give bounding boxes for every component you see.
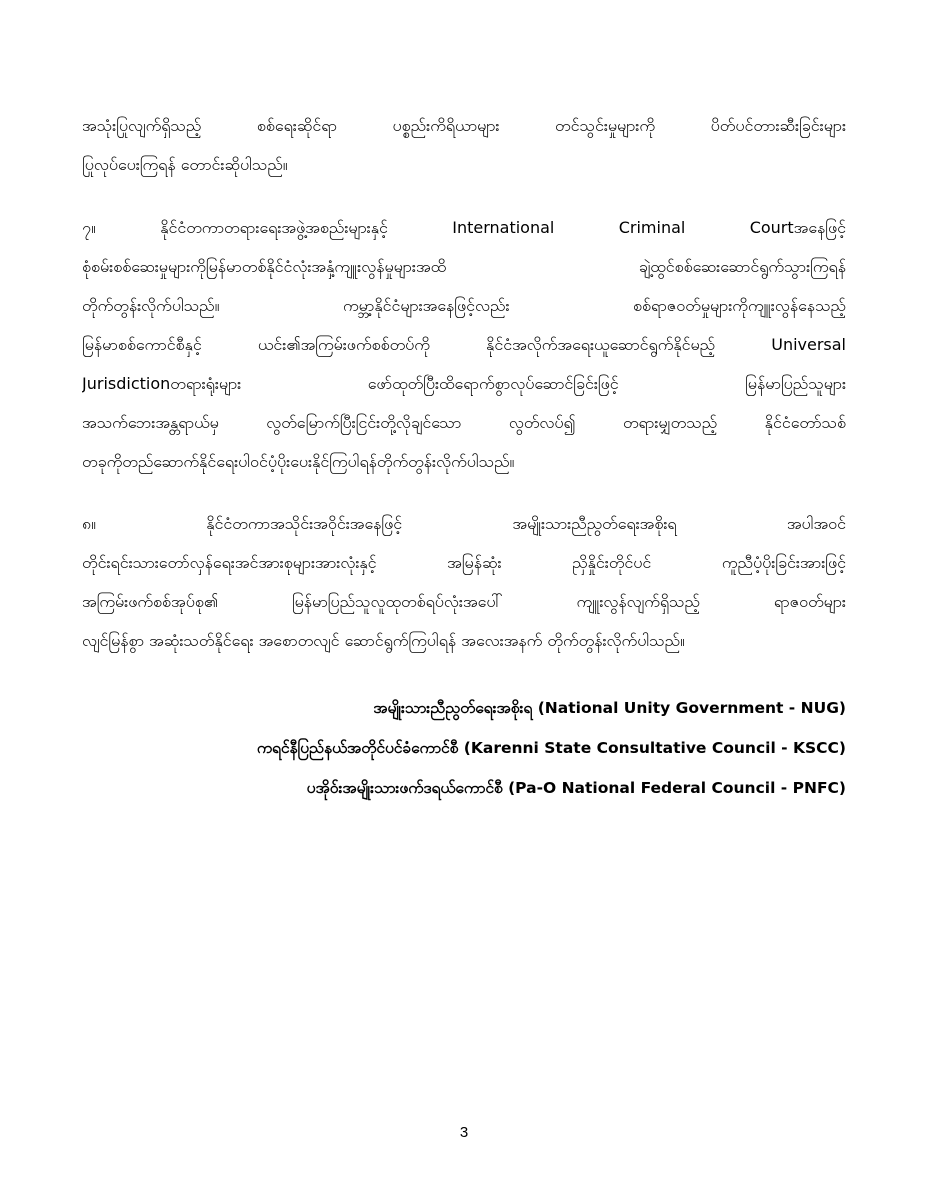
- paragraph-line: မြန်မာစစ်ကောင်စီနှင့် ယင်း၏အကြမ်းဖက်စစ်တပ်ကို နိုင်ငံအလိုက်အရေးယူဆောင်ရွက်နိုင်မည့် Universal: [82, 335, 846, 354]
- paragraph-line: တိုင်းရင်းသားတော်လှန်ရေးအင်အားစုများအားလုံးနှင့် အမြန်ဆုံး ညှိနှိုင်းတိုင်ပင် ကူညီပံ့ပိုးခြင်းအားဖြင့်: [82, 553, 846, 572]
- paragraph-line: ပြုလုပ်ပေးကြရန် တောင်းဆိုပါသည်။: [82, 155, 288, 174]
- paragraph-line: တခုကိုတည်ဆောက်နိုင်ရေးပါဝင်ပံ့ပိုးပေးနိုင်ကြပါရန်တိုက်တွန်းလိုက်ပါသည်။: [82, 452, 515, 471]
- paragraph-line: အကြမ်းဖက်စစ်အုပ်စု၏ မြန်မာပြည်သူလူထုတစ်ရပ်လုံးအပေါ် ကျူးလွန်လျက်ရှိသည့် ရာဇဝတ်များ: [82, 592, 846, 611]
- paragraph-6-continuation: [82, 106, 846, 184]
- paragraph-line: အသက်ဘေးအန္တရာယ်မှ လွတ်မြောက်ပြီးငြင်းတို့လိုချင်သော လွတ်လပ်၍ တရားမျှတသည့် နိုင်ငံတော်သစ်: [82, 413, 846, 432]
- signatory-nug: အမျိုးသားညီညွတ်ရေးအစိုးရ (National Unity Government - NUG): [373, 699, 846, 717]
- page-number: 3: [459, 1124, 469, 1141]
- paragraph-7: [82, 208, 846, 481]
- signatory-block: [82, 688, 846, 808]
- paragraph-line: Jurisdictionတရားရုံးများ ဖော်ထုတ်ပြီးထိရောက်စွာလုပ်ဆောင်ခြင်းဖြင့် မြန်မာပြည်သူများ: [82, 374, 846, 393]
- paragraph-line: တိုက်တွန်းလိုက်ပါသည်။ ကမ္ဘာ့နိုင်ငံများအနေဖြင့်လည်း စစ်ရာဇဝတ်မှုများကိုကျူးလွန်နေသည့်: [82, 296, 846, 315]
- paragraph-8: [82, 504, 846, 660]
- paragraph-line: လျင်မြန်စွာ အဆုံးသတ်နိုင်ရေး အစောတလျင် ဆောင်ရွက်ကြပါရန် အလေးအနက် တိုက်တွန်းလိုက်ပါသည်။: [82, 631, 685, 650]
- paragraph-line: ၇။ နိုင်ငံတကာတရားရေးအဖွဲ့အစည်းများနှင့် International Criminal Courtအနေဖြင့်: [82, 218, 846, 237]
- signatory-pnfc: ပအိုဝ်းအမျိုးသားဖက်ဒရယ်ကောင်စီ (Pa-O National Federal Council - PNFC): [306, 779, 846, 797]
- signatory-kscc: ကရင်နီပြည်နယ်အတိုင်ပင်ခံကောင်စီ (Karenni State Consultative Council - KSCC): [256, 739, 846, 757]
- paragraph-line: အသုံးပြုလျက်ရှိသည့် စစ်ရေးဆိုင်ရာ ပစ္စည်းကိရိယာများ တင်သွင်းမှုများကို ပိတ်ပင်တားဆီးခြင်းများ: [82, 116, 846, 135]
- paragraph-line: စုံစမ်းစစ်ဆေးမှုများကိုမြန်မာတစ်နိုင်ငံလုံးအနှံ့ကျူးလွန်မှုများအထိ ချဲ့ထွင်စစ်ဆေးဆောင်ရွက်သွားကြရန်: [82, 257, 846, 276]
- paragraph-line: ၈။ နိုင်ငံတကာအသိုင်းအဝိုင်းအနေဖြင့် အမျိုးသားညီညွတ်ရေးအစိုးရ အပါအဝင်: [82, 514, 846, 533]
